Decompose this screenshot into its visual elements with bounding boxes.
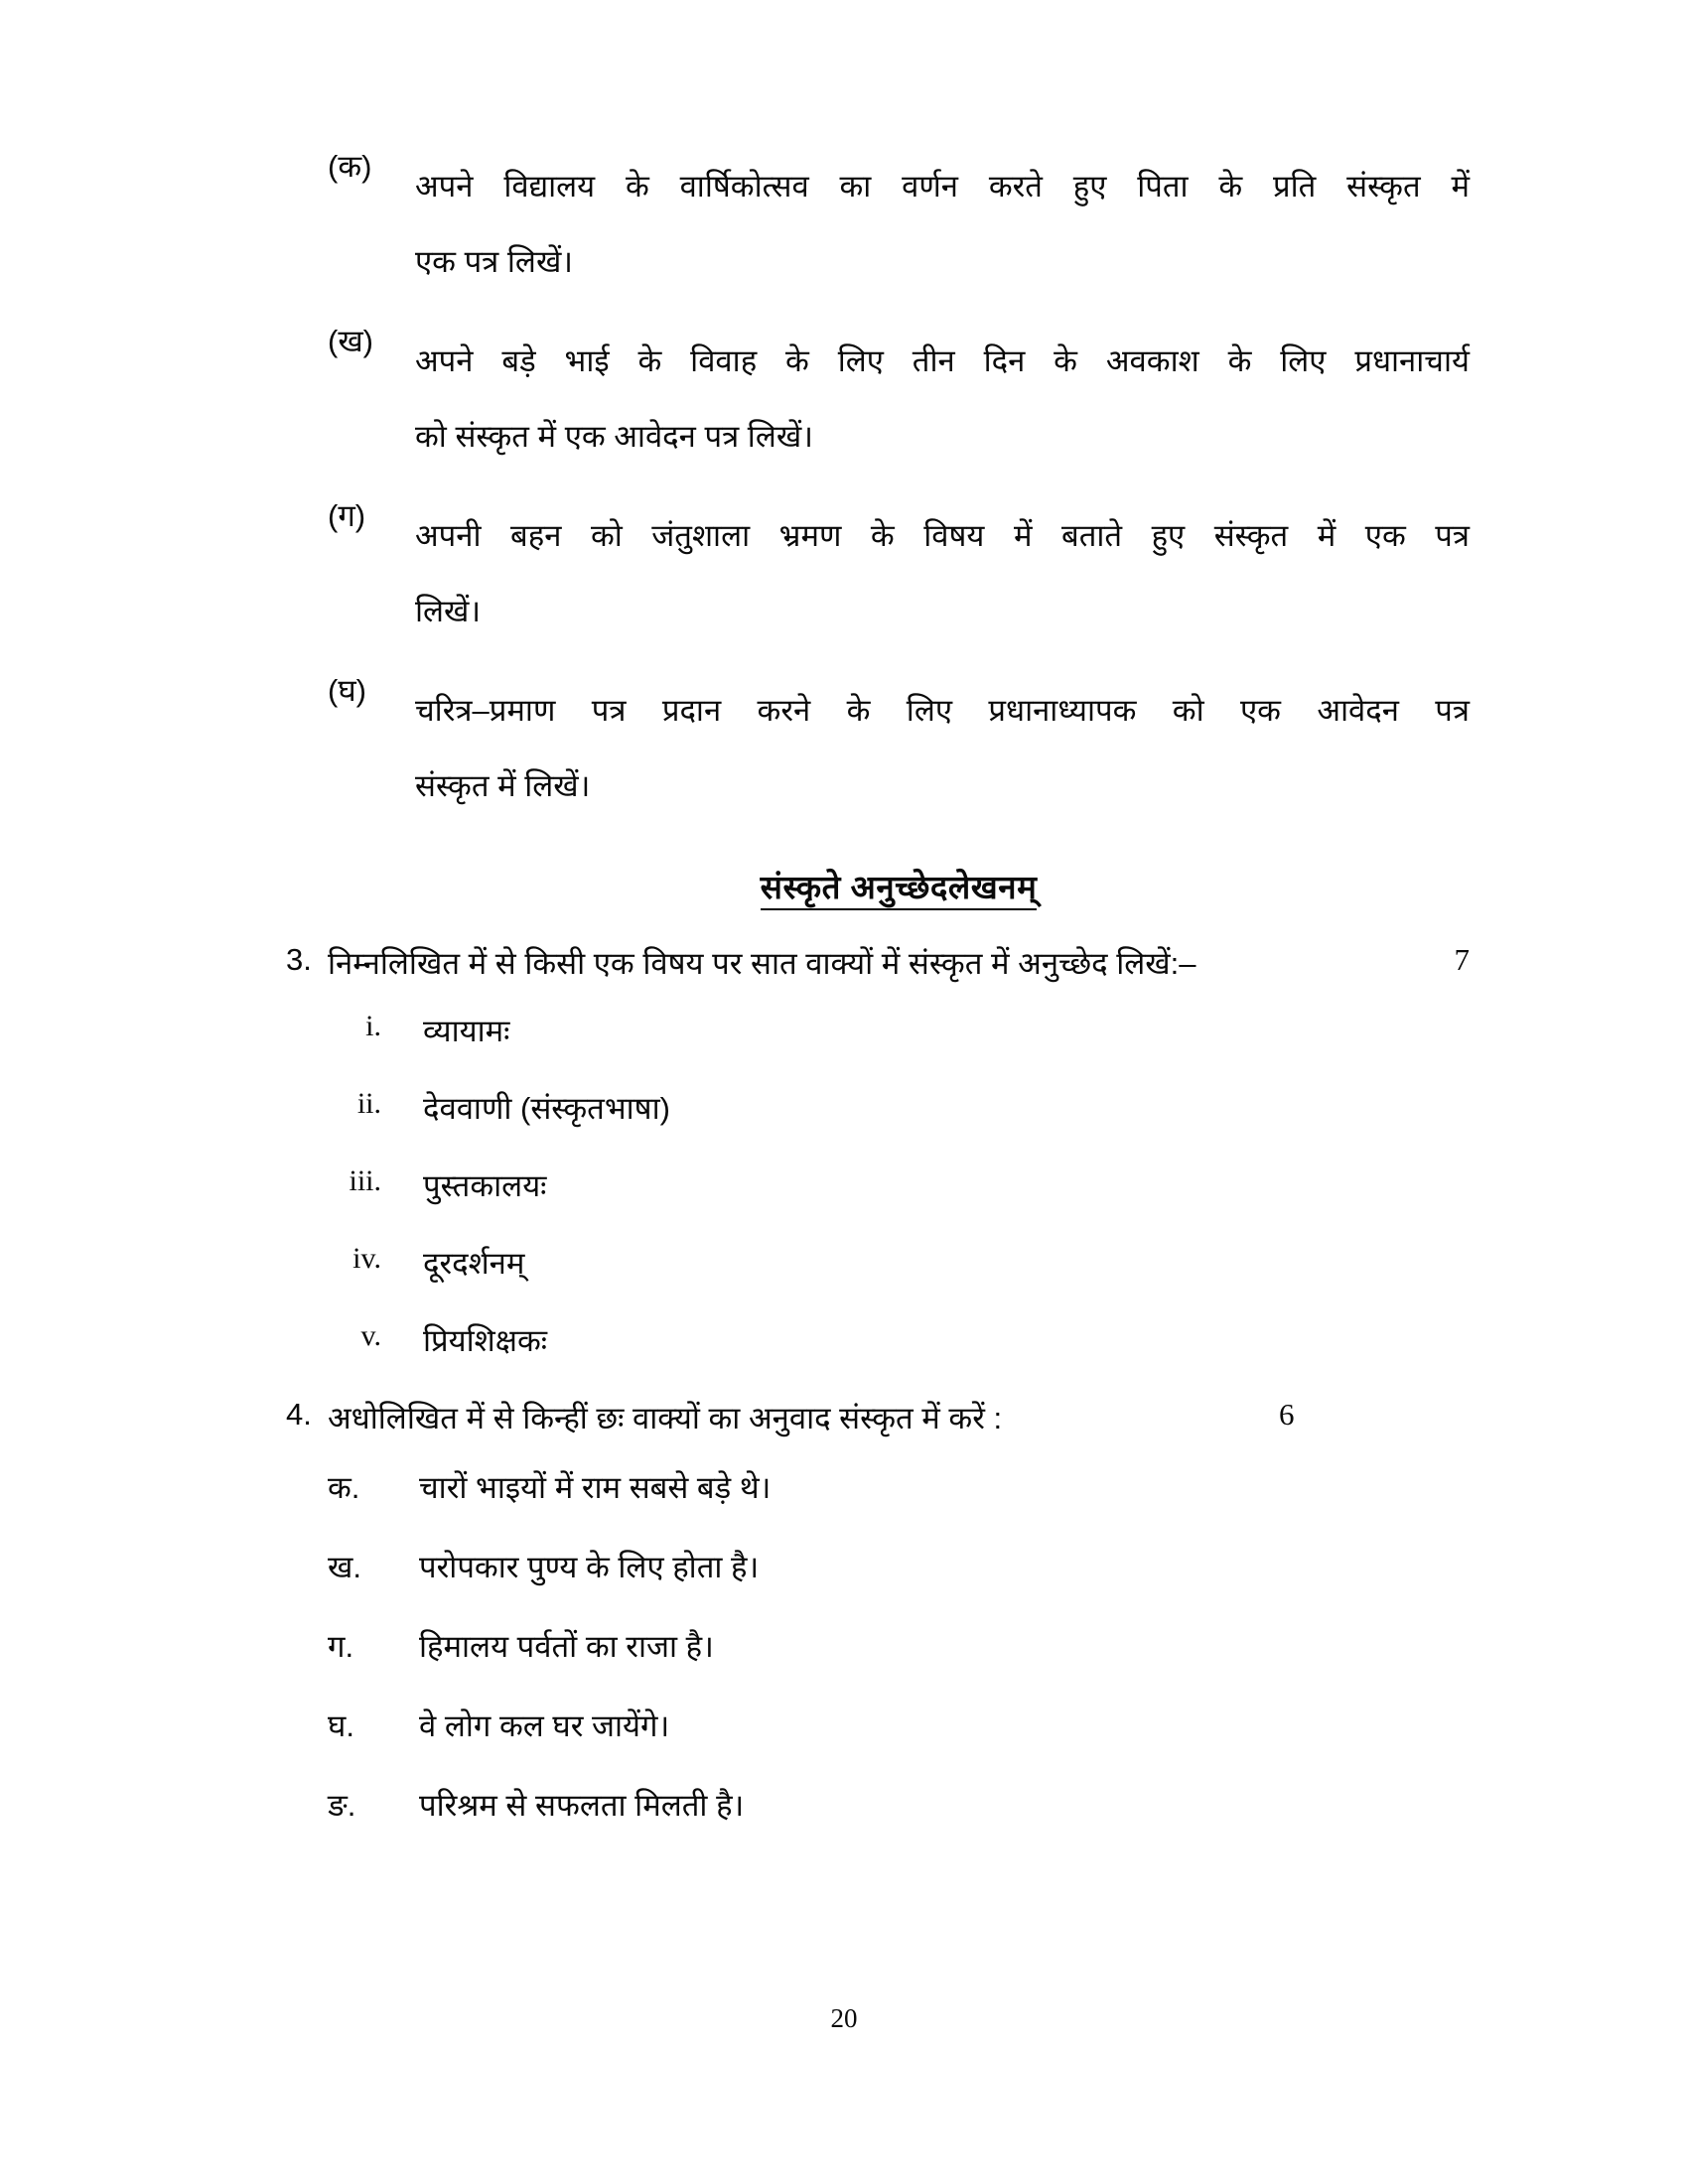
section-heading-text: संस्कृते अनुच्छेदलेखनम् [761,869,1038,910]
question-3-prompt [286,942,1470,984]
item-body [415,149,1470,300]
page-number: 20 [830,2003,858,2033]
sentence-marker: ङ. [328,1787,356,1823]
list-item [328,1242,1470,1284]
list-item [328,1784,1470,1826]
list-item [328,673,1470,824]
list-item [328,1010,1470,1051]
list-item [328,1705,1470,1746]
list-item [328,1466,1470,1508]
option-marker: iv. [352,1241,381,1275]
sentence-text: चारों भाइयों में राम सबसे बड़े थे। [419,1469,772,1505]
item-line: अपने बड़े भाई के विवाह के लिए तीन दिन के अवकाश के लिए प्रधानाचार्य [415,342,1470,378]
option-text: प्रियशिक्षकः [423,1322,548,1358]
item-line: को संस्कृत में एक आवेदन पत्र लिखें। [415,418,813,454]
item-body [415,324,1470,475]
sentence-marker: ग. [328,1628,354,1664]
option-text: दूरदर्शनम् [423,1245,525,1281]
item-marker: (ख) [328,323,374,358]
option-marker: ii. [356,1086,381,1120]
option-text: व्यायामः [423,1013,510,1048]
question-4-prompt [286,1397,1470,1438]
question-3 [286,941,1470,1361]
question-text: अधोलिखित में से किन्हीं छः वाक्यों का अनुवाद संस्कृत में करें : [328,1400,1003,1435]
question-marks: 7 [1454,941,1470,977]
item-line: अपने विद्यालय के वार्षिकोत्सव का वर्णन करते हुए पिता के प्रति संस्कृत में [415,169,1470,204]
list-item [328,498,1470,649]
sentence-text: वे लोग कल घर जायेंगे। [419,1707,670,1743]
list-item [328,1546,1470,1587]
page-content [286,149,1470,1863]
question-text: निम्नलिखित में से किसी एक विषय पर सात वाक्यों में संस्कृत में अनुच्छेद लिखें:– [328,945,1196,981]
section-heading [328,864,1470,908]
sentence-text: हिमालय पर्वतों का राजा है। [419,1628,714,1664]
question-number: 3. [286,941,312,977]
sentence-marker: क. [328,1469,360,1505]
list-item [328,324,1470,475]
list-item [328,1625,1470,1667]
item-body [415,673,1470,824]
list-item [328,1087,1470,1129]
sentence-text: परिश्रम से सफलता मिलती है। [419,1787,745,1823]
option-text: देववाणी (संस्कृतभाषा) [423,1090,670,1126]
question-3-options [328,1010,1470,1361]
item-line: एक पत्र लिखें। [415,243,574,279]
list-item [328,1319,1470,1361]
item-body [415,498,1470,649]
item-line: संस्कृत में लिखें। [415,767,591,803]
option-text: पुस्तकालयः [423,1167,547,1203]
question-number: 4. [286,1396,312,1432]
question-4-sentences [328,1466,1470,1826]
list-item [328,149,1470,300]
option-marker: v. [360,1318,381,1352]
item-line: चरित्र–प्रमाण पत्र प्रदान करने के लिए प्रधानाध्यापक को एक आवेदन पत्र [415,692,1470,728]
item-line: लिखें। [415,593,482,628]
question-marks: 6 [1279,1396,1295,1432]
item-marker: (क) [328,149,372,184]
list-item [328,1164,1470,1206]
item-line: अपनी बहन को जंतुशाला भ्रमण के विषय में बताते हुए संस्कृत में एक पत्र [415,517,1470,553]
sentence-text: परोपकार पुण्य के लिए होता है। [419,1549,760,1584]
sentence-marker: घ. [328,1707,354,1743]
option-marker: iii. [349,1163,381,1197]
item-marker: (घ) [328,672,366,708]
sentence-marker: ख. [328,1549,361,1584]
item-marker: (ग) [328,497,366,533]
question-4 [286,1396,1470,1826]
option-marker: i. [365,1009,381,1042]
